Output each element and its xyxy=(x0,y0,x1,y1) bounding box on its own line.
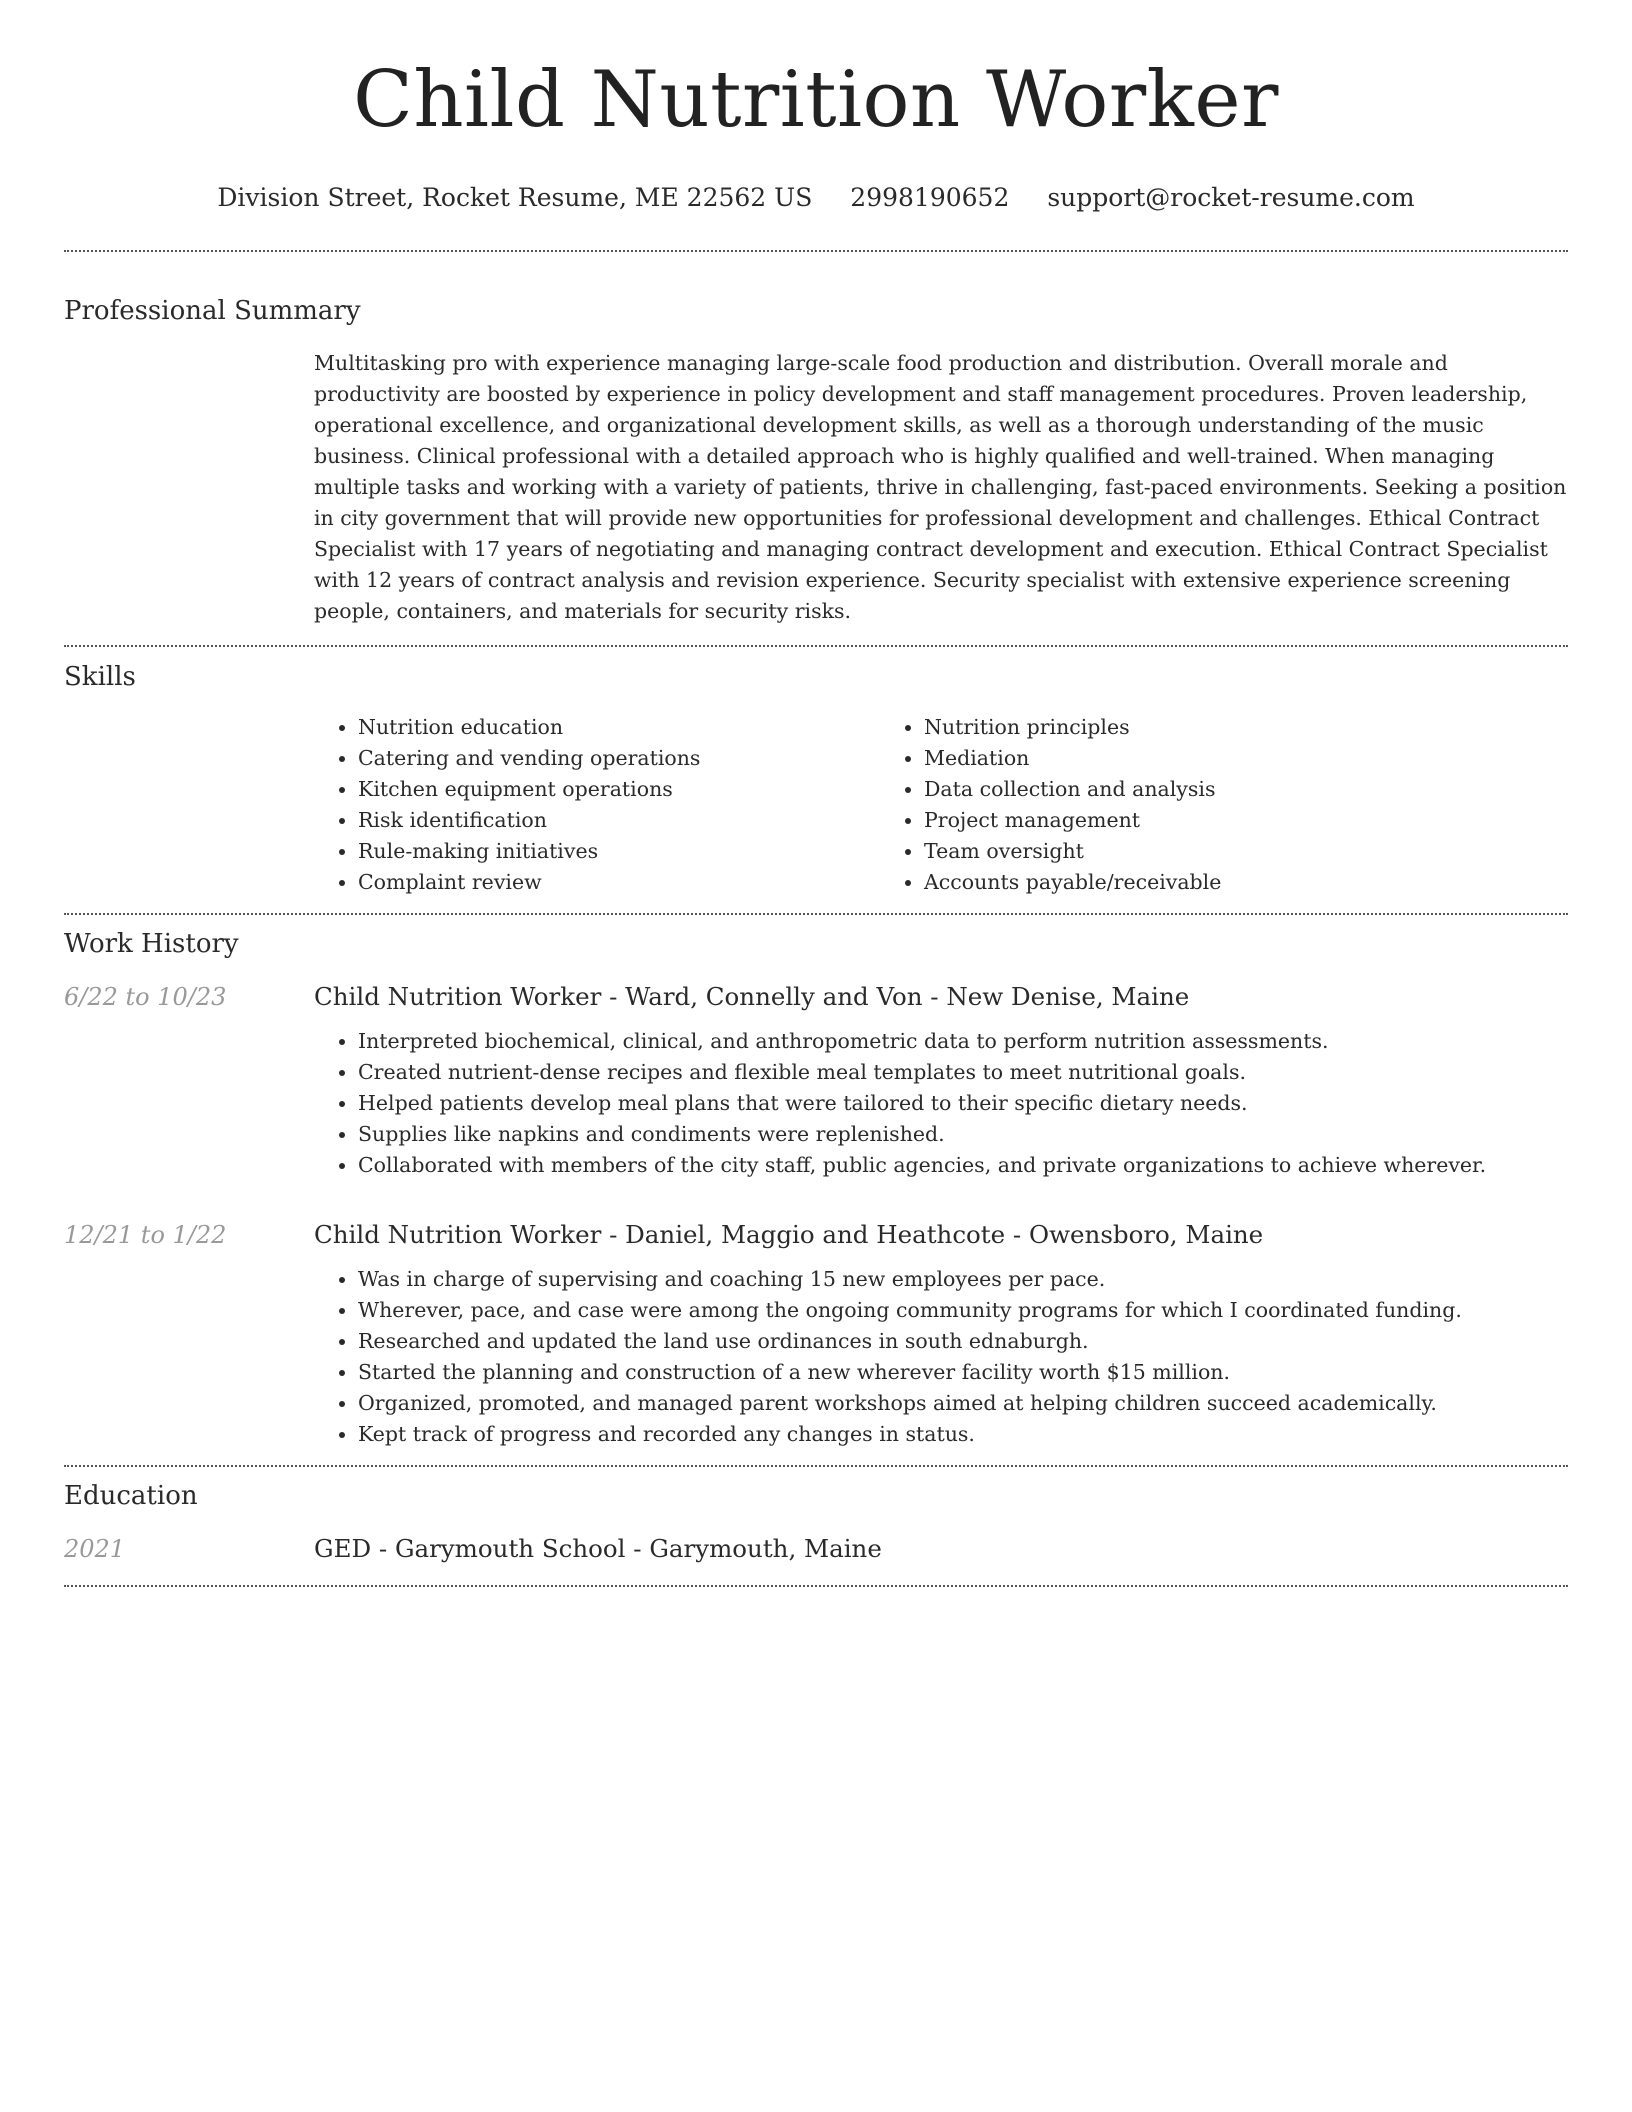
skill-item: • Risk identification xyxy=(358,805,884,836)
skill-item: • Mediation xyxy=(924,743,1454,774)
job-bullet: • Was in charge of supervising and coaching 15 new employees per pace. xyxy=(358,1264,1568,1295)
job-bullets xyxy=(314,1264,1568,1450)
job-bullet: • Interpreted biochemical, clinical, and anthropometric data to perform nutrition assessments. xyxy=(358,1026,1568,1057)
job-heading: Child Nutrition Worker - Daniel, Maggio and Heathcote - Owensboro, Maine xyxy=(314,1220,1264,1249)
skill-item: • Data collection and analysis xyxy=(924,774,1454,805)
job-bullet: • Collaborated with members of the city staff, public agencies, and private organizations to achieve wherever. xyxy=(358,1150,1568,1181)
work-section xyxy=(64,927,1568,1450)
job-bullet: • Supplies like napkins and condiments were replenished. xyxy=(358,1119,1568,1150)
job-heading: Child Nutrition Worker - Ward, Connelly and Von - New Denise, Maine xyxy=(314,982,1190,1011)
skill-item: • Project management xyxy=(924,805,1454,836)
job-bullet: • Kept track of progress and recorded any changes in status. xyxy=(358,1419,1568,1450)
job-bullet: • Created nutrient-dense recipes and flexible meal templates to meet nutritional goals. xyxy=(358,1057,1568,1088)
education-year: 2021 xyxy=(64,1535,126,1563)
contact-phone: 2998190652 xyxy=(850,183,1010,212)
job-entry xyxy=(64,981,1568,1181)
job-bullet: • Organized, promoted, and managed parent workshops aimed at helping children succeed academically. xyxy=(358,1388,1568,1419)
job-bullets xyxy=(314,1026,1568,1181)
skills-list-right xyxy=(884,712,1454,898)
skill-item: • Complaint review xyxy=(358,867,884,898)
skill-item: • Accounts payable/receivable xyxy=(924,867,1454,898)
section-title-education: Education xyxy=(64,1481,198,1511)
section-title-summary: Professional Summary xyxy=(64,296,361,326)
job-entry xyxy=(64,1219,1568,1450)
divider xyxy=(64,645,1568,647)
job-bullet: • Helped patients develop meal plans that were tailored to their specific dietary needs. xyxy=(358,1088,1568,1119)
summary-section xyxy=(64,294,1568,627)
divider xyxy=(64,250,1568,252)
job-bullet: • Started the planning and construction of a new wherever facility worth $15 million. xyxy=(358,1357,1568,1388)
summary-text: Multitasking pro with experience managing large-scale food production and distribution. Overall morale and productivity are boosted by experience in policy development and staff management procedures. Proven leadership, operational excellence, and organizational development skills, as well as a thorough understanding of the music business. Clinical professional with a detailed approach who is highly qualified and well-trained. When managing multiple tasks and working with a variety of patients, thrive in challenging, fast-paced environments. Seeking a position in city government that will provide new opportunities for professional development and challenges. Ethical Contract Specialist with 17 years of negotiating and managing contract development and execution. Ethical Contract Specialist with 12 years of contract analysis and revision experience. Security specialist with extensive experience screening people, containers, and materials for security risks. xyxy=(314,351,1567,623)
divider xyxy=(64,1585,1568,1587)
skill-item: • Team oversight xyxy=(924,836,1454,867)
skills-section xyxy=(64,660,1568,898)
divider xyxy=(64,913,1568,915)
job-dates: 6/22 to 10/23 xyxy=(64,983,227,1011)
skill-item: • Kitchen equipment operations xyxy=(358,774,884,805)
education-heading: GED - Garymouth School - Garymouth, Maine xyxy=(314,1534,882,1563)
skill-item: • Rule-making initiatives xyxy=(358,836,884,867)
candidate-name: Child Nutrition Worker xyxy=(353,55,1279,145)
education-entry xyxy=(64,1533,1568,1565)
skill-item: • Nutrition education xyxy=(358,712,884,743)
contact-email: support@rocket-resume.com xyxy=(1047,183,1415,212)
contact-line xyxy=(64,182,1568,214)
section-title-work: Work History xyxy=(64,929,239,959)
job-dates: 12/21 to 1/22 xyxy=(64,1221,227,1249)
job-bullet: • Researched and updated the land use ordinances in south ednaburgh. xyxy=(358,1326,1568,1357)
skill-item: • Catering and vending operations xyxy=(358,743,884,774)
skill-item: • Nutrition principles xyxy=(924,712,1454,743)
divider xyxy=(64,1465,1568,1467)
section-title-skills: Skills xyxy=(64,662,136,692)
skills-list-left xyxy=(314,712,884,898)
job-bullet: • Wherever, pace, and case were among the ongoing community programs for which I coordinated funding. xyxy=(358,1295,1568,1326)
education-section xyxy=(64,1479,1568,1565)
contact-address: Division Street, Rocket Resume, ME 22562 US xyxy=(217,183,813,212)
